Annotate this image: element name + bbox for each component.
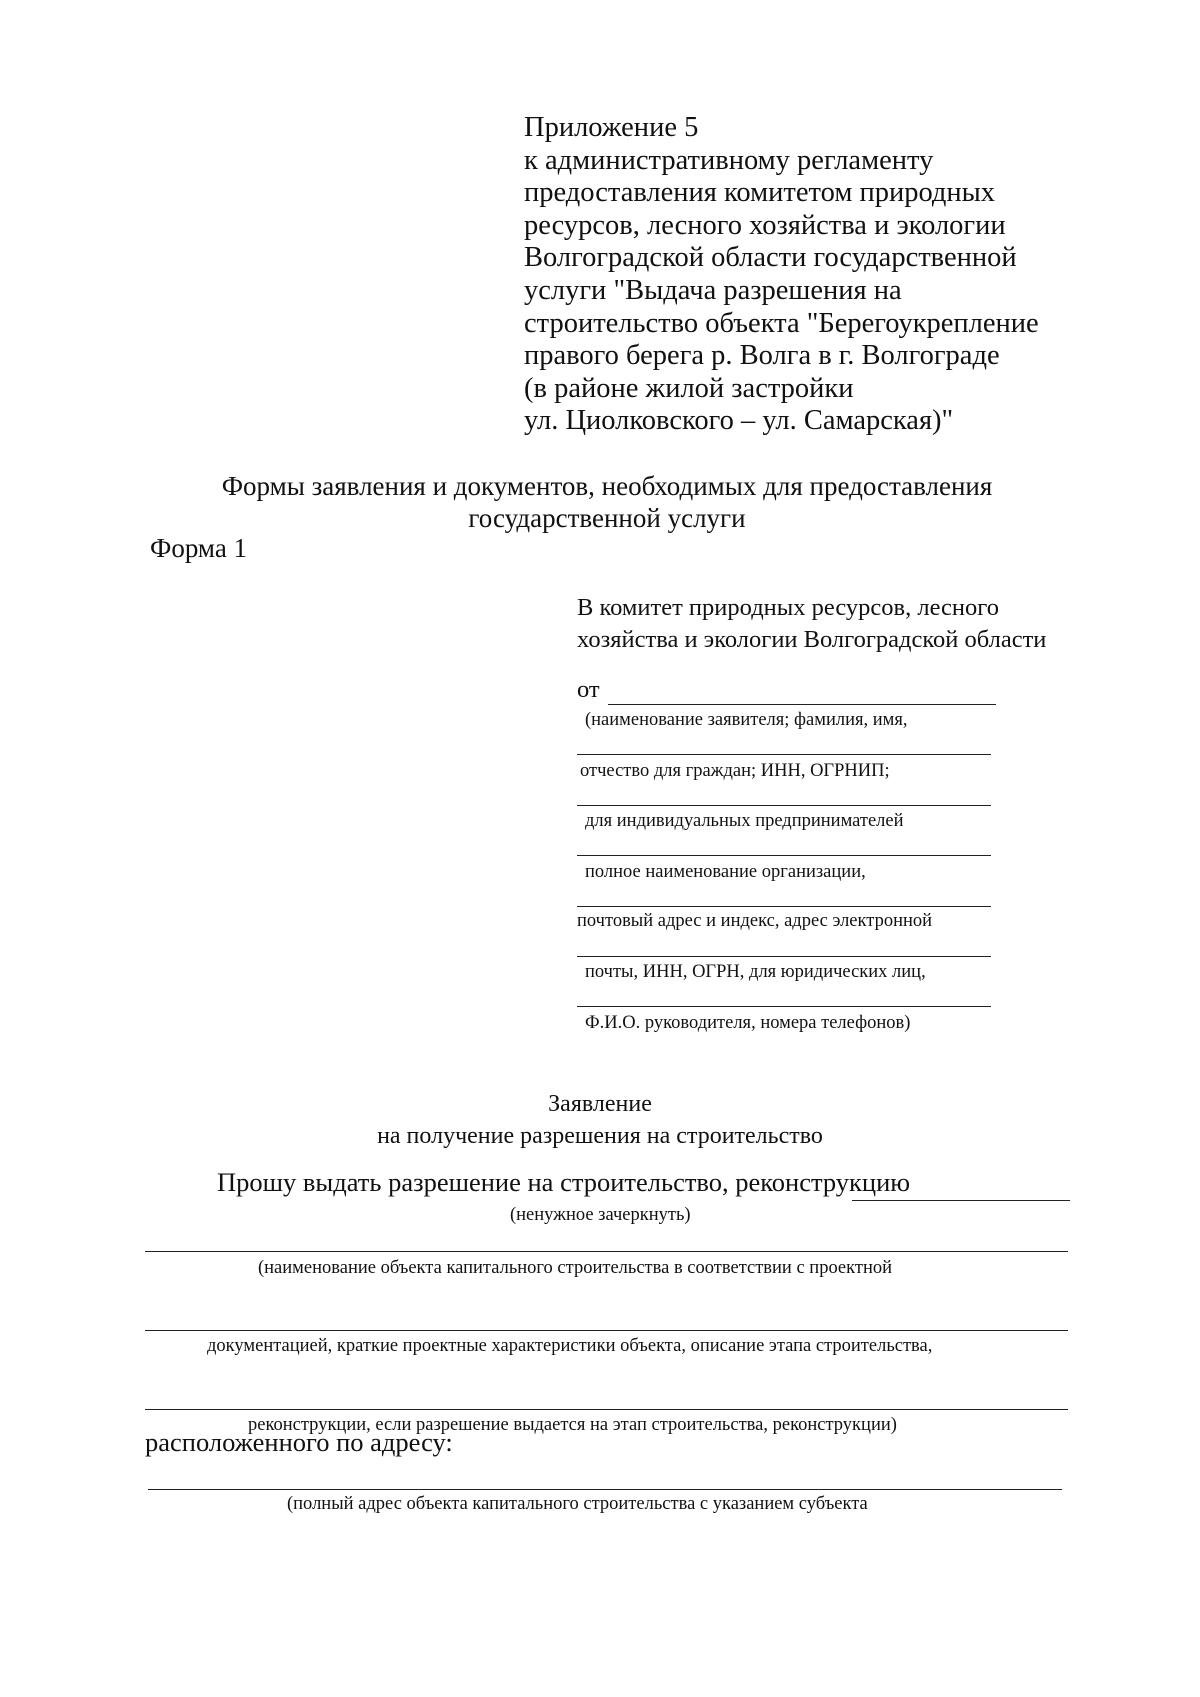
annex-line: Приложение 5 <box>524 112 699 143</box>
request-field-line[interactable] <box>852 1200 1070 1201</box>
field-hint: отчество для граждан; ИНН, ОГРНИП; <box>580 761 890 781</box>
addressee-line: В комитет природных ресурсов, лесного <box>577 594 999 621</box>
annex-line: ул. Циолковского – ул. Самарская)" <box>524 405 954 437</box>
applicant-field-line[interactable] <box>577 906 991 907</box>
forms-title-line: государственной услуги <box>468 503 746 533</box>
address-hint: (полный адрес объекта капитального строительства с указанием субъекта <box>287 1494 868 1514</box>
statement-title <box>0 1088 1200 1152</box>
request-hint: (ненужное зачеркнуть) <box>510 1205 691 1225</box>
addressee-line: хозяйства и экологии Волгоградской области <box>577 626 1047 653</box>
annex-line: к административному регламенту <box>524 144 934 176</box>
annex-line: ресурсов, лесного хозяйства и экологии <box>524 209 1006 241</box>
statement-heading: Заявление <box>548 1091 652 1117</box>
annex-line: правого берега р. Волга в г. Волгограде <box>524 340 1000 372</box>
request-text: Прошу выдать разрешение на строительство, реконструкцию <box>217 1167 911 1197</box>
annex-line: услуги "Выдача разрешения на <box>524 274 902 306</box>
object-field-line[interactable] <box>145 1330 1068 1331</box>
from-label: от <box>577 676 600 703</box>
applicant-field-line[interactable] <box>577 1006 991 1007</box>
applicant-field-line[interactable] <box>577 855 991 856</box>
field-hint: Ф.И.О. руководителя, номера телефонов) <box>585 1013 911 1033</box>
applicant-field-line[interactable] <box>577 956 991 957</box>
applicant-field-line[interactable] <box>608 704 996 705</box>
field-hint: почты, ИНН, ОГРН, для юридических лиц, <box>585 962 926 982</box>
annex-line: предоставления комитетом природных <box>524 177 996 209</box>
annex-line: Волгоградской области государственной <box>524 242 1017 274</box>
annex-line: (в районе жилой застройки <box>524 372 854 404</box>
address-label: расположенного по адресу: <box>145 1427 453 1457</box>
field-hint: (наименование заявителя; фамилия, имя, <box>585 710 908 730</box>
forms-title-line: Формы заявления и документов, необходимых для предоставления <box>221 471 993 501</box>
applicant-field-line[interactable] <box>577 805 991 806</box>
forms-title <box>0 470 1200 534</box>
object-field-line[interactable] <box>145 1409 1068 1410</box>
applicant-field-line[interactable] <box>577 754 991 755</box>
field-hint: полное наименование организации, <box>585 862 866 882</box>
form-number: Форма 1 <box>150 533 248 563</box>
object-hint: (наименование объекта капитального строительства в соответствии с проектной <box>258 1258 893 1278</box>
addressee <box>577 592 1046 656</box>
address-field-line[interactable] <box>148 1489 1062 1490</box>
field-hint: почтовый адрес и индекс, адрес электронной <box>577 911 933 931</box>
object-hint: документацией, краткие проектные характеристики объекта, описание этапа строительства, <box>207 1336 933 1356</box>
object-field-line[interactable] <box>145 1251 1068 1252</box>
annex-header <box>524 112 1039 438</box>
annex-line: строительство объекта "Берегоукрепление <box>524 307 1039 339</box>
object-hint: реконструкции, если разрешение выдается на этап строительства, реконструкции) <box>248 1415 897 1435</box>
statement-subheading: на получение разрешения на строительство <box>377 1123 823 1149</box>
field-hint: для индивидуальных предпринимателей <box>585 811 904 831</box>
